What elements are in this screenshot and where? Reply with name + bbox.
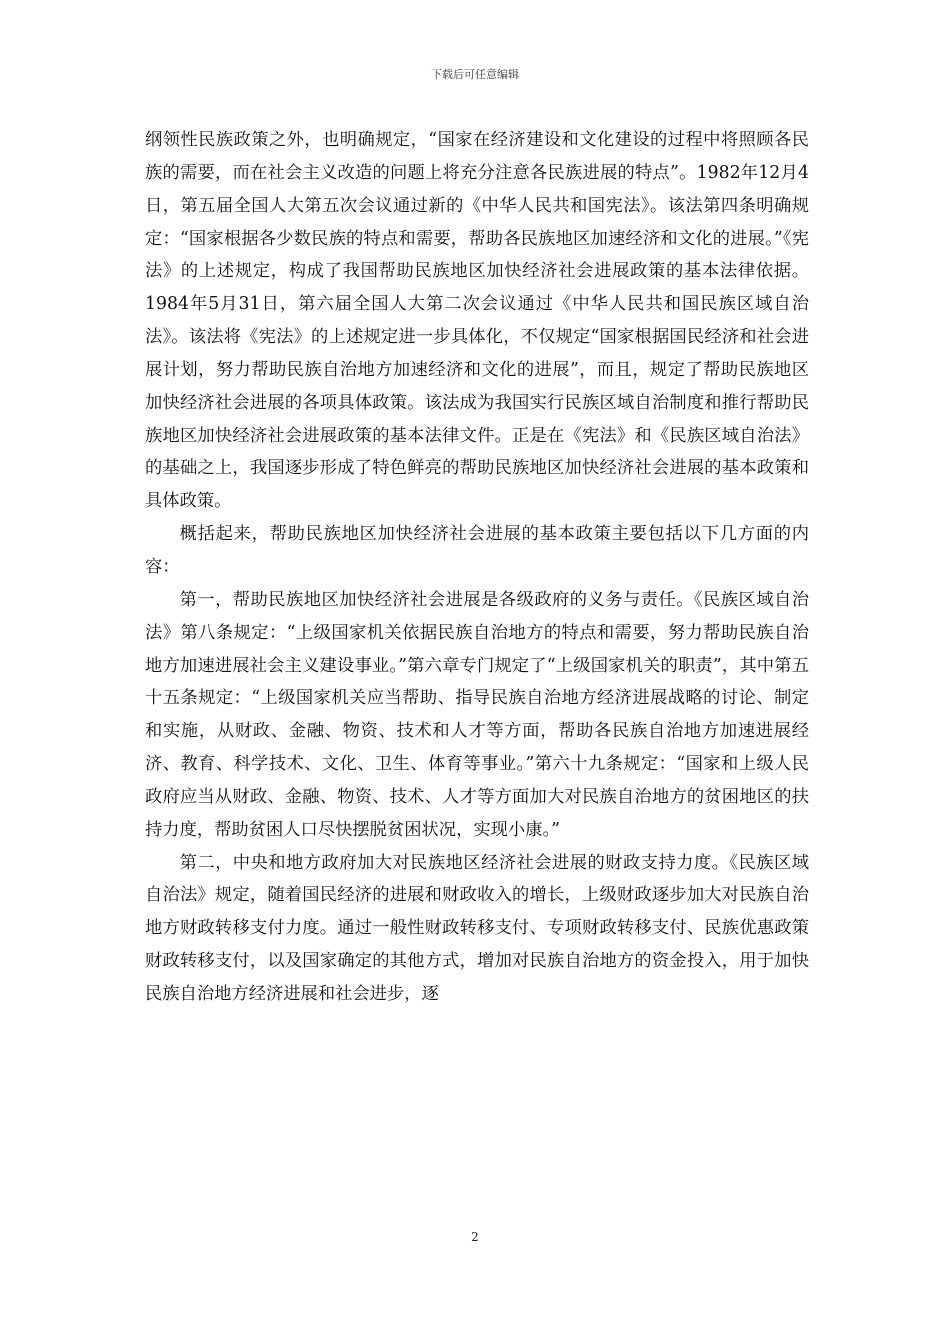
- paragraph-3: 第一，帮助民族地区加快经济社会进展是各级政府的义务与责任。《民族区域自治法》第八条规定：“上级国家机关依据民族自治地方的特点和需要，努力帮助民族自治地方加速进展社会主义建设事业。”第六章专门规定了“上级国家机关的职责”，其中第五十五条规定：“上级国家机关应当帮助、指导民族自治地方经济进展战略的讨论、制定和实施，从财政、金融、物资、技术和人才等方面，帮助各民族自治地方加速进展经济、教育、科学技术、文化、卫生、体育等事业。”第六十九条规定：“国家和上级人民政府应当从财政、金融、物资、技术、人才等方面加大对民族自治地方的贫困地区的扶持力度，帮助贫困人口尽快摆脱贫困状况，实现小康。”: [145, 589, 809, 840]
- paragraph-2: 概括起来，帮助民族地区加快经济社会进展的基本政策主要包括以下几方面的内容：: [145, 524, 809, 577]
- page-number: 2: [471, 1230, 479, 1244]
- paragraph-1: 纲领性民族政策之外，也明确规定，“国家在经济建设和文化建设的过程中将照顾各民族的需要，而在社会主义改造的问题上将充分注意各民族进展的特点”。1982年12月4日，第五届全国人大第五次会议通过新的《中华人民共和国宪法》。该法第四条明确规定：“国家根据各少数民族的特点和需要，帮助各民族地区加速经济和文化的进展。”《宪法》的上述规定，构成了我国帮助民族地区加快经济社会进展政策的基本法律依据。1984年5月31日，第六届全国人大第二次会议通过《中华人民共和国民族区域自治法》。该法将《宪法》的上述规定进一步具体化，不仅规定“国家根据国民经济和社会进展计划，努力帮助民族自治地方加速经济和文化的进展”，而且，规定了帮助民族地区加快经济社会进展的各项具体政策。该法成为我国实行民族区域自治制度和推行帮助民族地区加快经济社会进展政策的基本法律文件。正是在《宪法》和《民族区域自治法》的基础之上，我国逐步形成了特色鲜亮的帮助民族地区加快经济社会进展的基本政策和具体政策。: [145, 130, 809, 512]
- document-body: [145, 124, 809, 1011]
- paragraph-4: 第二，中央和地方政府加大对民族地区经济社会进展的财政支持力度。《民族区域自治法》规定，随着国民经济的进展和财政收入的增长，上级财政逐步加大对民族自治地方财政转移支付力度。通过一般性财政转移支付、专项财政转移支付、民族优惠政策财政转移支付，以及国家确定的其他方式，增加对民族自治地方的资金投入，用于加快民族自治地方经济进展和社会进步，逐: [145, 852, 809, 1004]
- page-header-note: 下载后可任意编辑: [431, 68, 519, 81]
